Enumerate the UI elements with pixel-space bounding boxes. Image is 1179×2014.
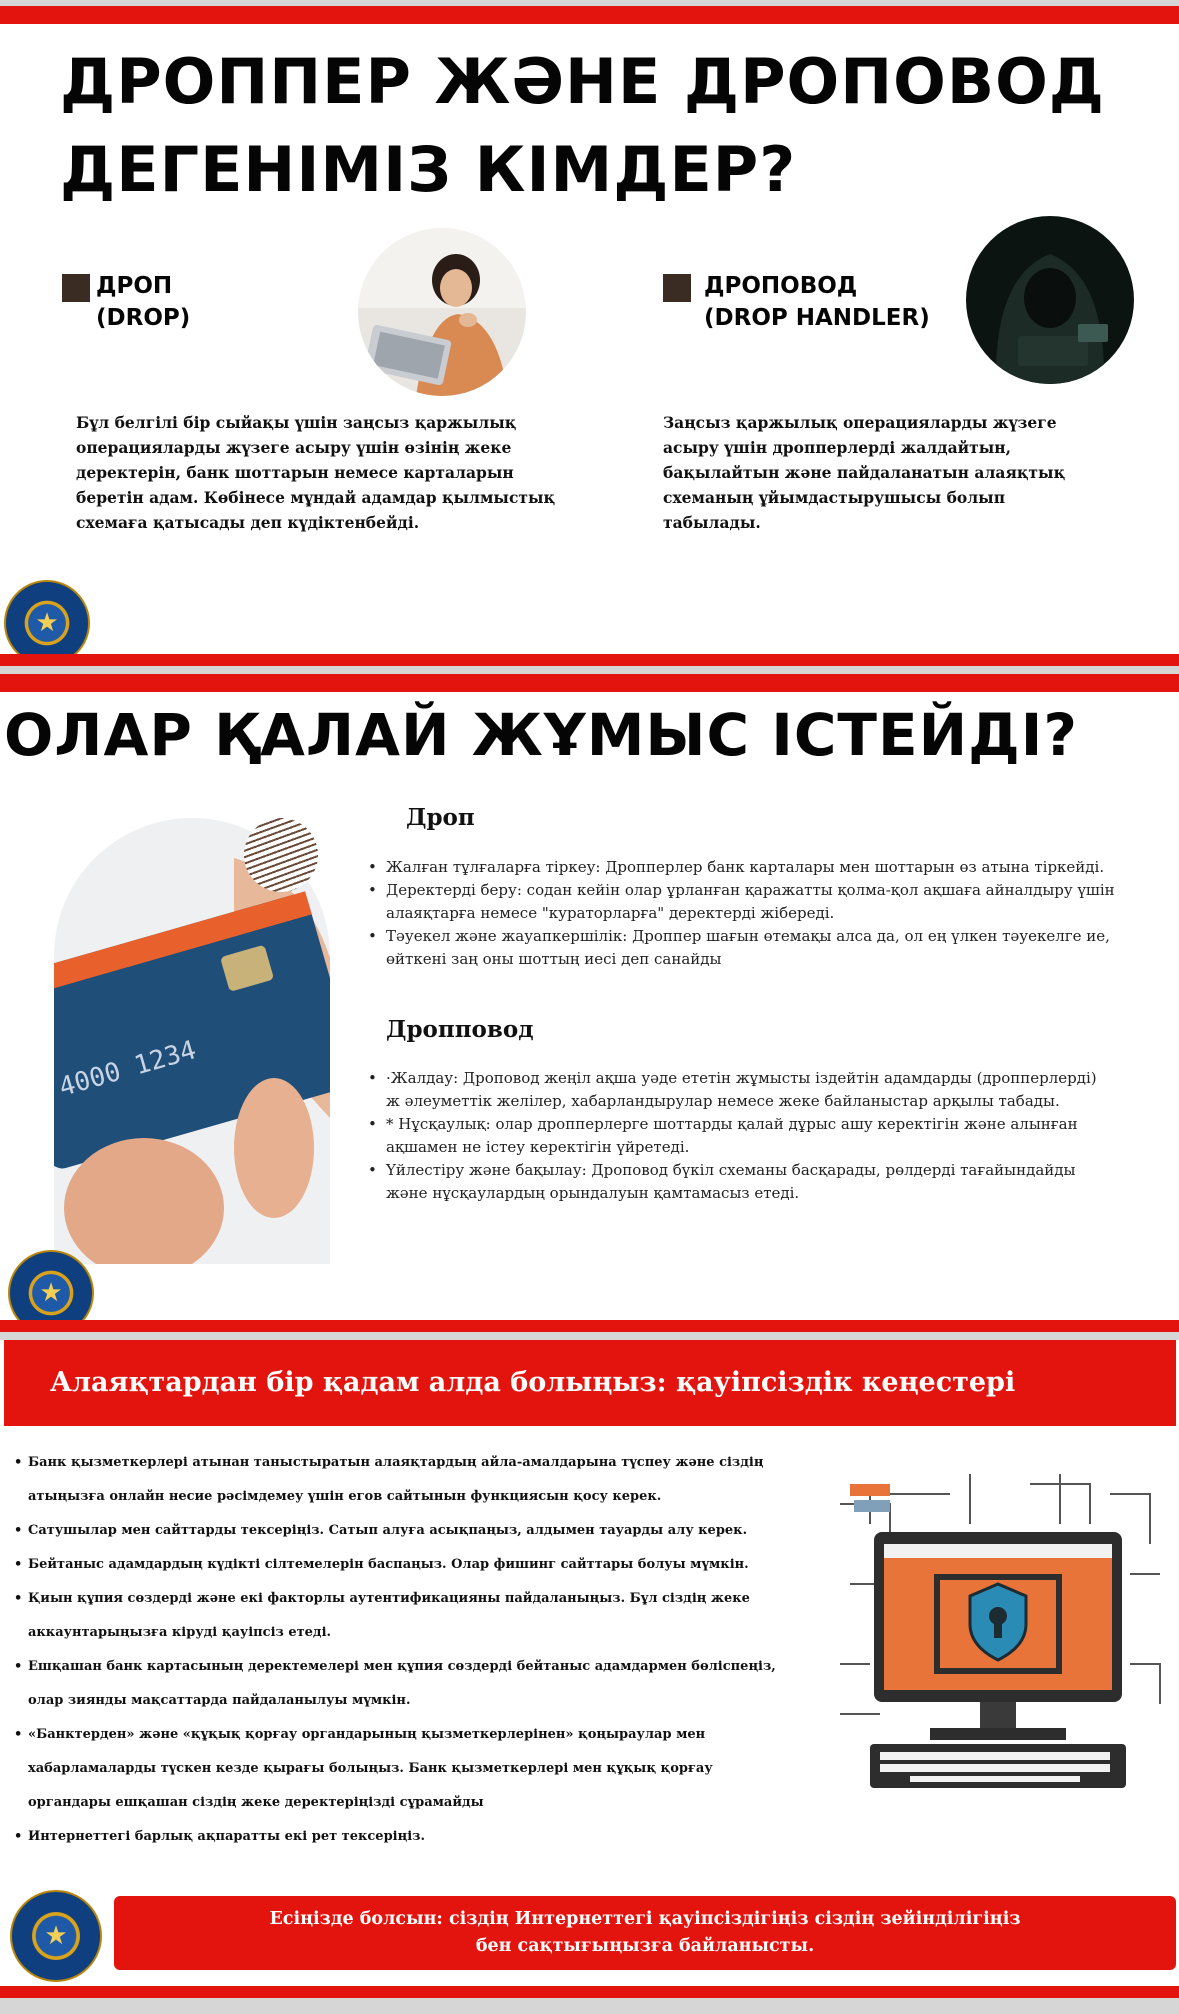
- emblem-icon: ★: [4, 580, 90, 666]
- reminder-banner: [114, 1896, 1176, 1970]
- list-item: • Жалған тұлғаларға тіркеу: Дропперлер банк карталары мен шоттарын өз атына тіркейді.: [366, 856, 1126, 879]
- handler-label-line: ДРОПОВОД: [704, 273, 858, 299]
- handler-description: Заңсыз қаржылық операцияларды жүзеге асыру үшін дропперлерді жалдайтын, бақылайтын және пайдаланатын алаяқтық схеманың ұйымдастырушысы болып табылады.: [663, 413, 1066, 532]
- slide2-bottom-bar: [0, 1320, 1179, 1332]
- list-item: • Үйлестіру және бақылау: Дроповод бүкіл схеманы басқарады, рөлдерді тағайындайды және нұсқаулардың орындалуын қамтамасыз етеді.: [366, 1159, 1106, 1205]
- list-item: • Деректерді беру: содан кейін олар ұрланған қаражатты қолма-қол ақшаға айналдыру үшін алаяқтарға немесе "кураторларға" деректерді жібереді.: [366, 879, 1126, 925]
- drop-label: [96, 270, 190, 334]
- slide1-bottom-bar: [0, 654, 1179, 666]
- slide2-top-bar: [0, 674, 1179, 692]
- square-bullet-icon: [62, 274, 90, 302]
- list-item: • Сатушылар мен сайттарды тексеріңіз. Сатып алуға асықпаңыз, алдымен тауарды алу керек.: [14, 1514, 794, 1548]
- list-item: • * Нұсқаулық: олар дропперлерге шоттарды қалай дұрыс ашу керектігін және алынған ақшамен не істеу керектігін үйретеді.: [366, 1113, 1106, 1159]
- drop-bullet-list: [366, 856, 1126, 971]
- handler-heading: Дропповод: [386, 1016, 534, 1043]
- slide-divider: [0, 1998, 1179, 2014]
- reminder-line: Есіңізде болсын: сіздің Интернеттегі қауіпсіздігіңіз сіздің зейінділігіңіз: [269, 1909, 1021, 1929]
- svg-text:4000 1234: 4000 1234: [55, 1035, 200, 1103]
- list-item: • Қиын құпия сөздерді және екі факторлы аутентификацияны пайдаланыңыз. Бұл сіздің жеке аккаунтарыңызға кіруді қауіпсіз етеді.: [14, 1582, 794, 1650]
- list-item: • ·Жалдау: Дроповод жеңіл ақша уәде ететін жұмысты іздейтін адамдарды (дропперлерді) ж әлеуметтік желілер, хабарландырулар немесе жеке байланыстар арқылы табады.: [366, 1067, 1106, 1113]
- slide1-title: [60, 38, 1140, 214]
- title-line: ДЕГЕНІМІЗ КІМДЕР?: [60, 133, 797, 206]
- decorative-circle: [244, 818, 318, 892]
- emblem-icon: ★: [10, 1890, 102, 1982]
- slide2-title: ОЛАР ҚАЛАЙ ЖҰМЫС ІСТЕЙДІ?: [4, 701, 1079, 769]
- drop-description: Бұл белгілі бір сыйақы үшін заңсыз қаржылық операцияларды жүзеге асыру үшін өзінің жеке деректерін, банк шоттарын немесе карталарын беретін адам. Көбінесе мұндай адамдар қылмыстық схемаға қатысады деп күдіктенбейді.: [76, 413, 556, 532]
- handler-label: [704, 270, 930, 334]
- slide3-bottom-bar: [0, 1986, 1179, 1998]
- title-line: ДРОППЕР ЖӘНЕ ДРОПОВОД: [60, 45, 1106, 118]
- handler-bullet-list: [366, 1067, 1106, 1205]
- emblem-icon: ★: [8, 1250, 94, 1336]
- hooded-hacker-photo: [966, 216, 1134, 384]
- slide1-top-bar: [0, 6, 1179, 24]
- safety-tips-header: Алаяқтардан бір қадам алда болыңыз: қауіпсіздік кеңестері: [4, 1340, 1176, 1426]
- list-item: • Тәуекел және жауапкершілік: Дроппер шағын өтемақы алса да, ол ең үлкен тәуекелге ие, өйткені заң оны шоттың иесі деп санайды: [366, 925, 1126, 971]
- reminder-line: бен сақтығыңызға байланысты.: [475, 1936, 815, 1956]
- safety-tips-list: [14, 1446, 794, 1854]
- slide-divider: [0, 666, 1179, 674]
- square-bullet-icon: [663, 274, 691, 302]
- security-computer-illustration: [830, 1464, 1166, 1800]
- drop-heading: Дроп: [406, 804, 475, 831]
- list-item: • Бейтаныс адамдардың күдікті сілтемелерін баспаңыз. Олар фишинг сайттары болуы мүмкін.: [14, 1548, 794, 1582]
- list-item: • Ешқашан банк картасының деректемелері мен құпия сөздерді бейтаныс адамдармен бөліспеңіз, олар зиянды мақсаттарда пайдаланылуы мүмкін.: [14, 1650, 794, 1718]
- drop-label-line: (DROP): [96, 305, 191, 331]
- list-item: • Интернеттегі барлық ақпаратты екі рет тексеріңіз.: [14, 1820, 794, 1854]
- drop-label-line: ДРОП: [96, 273, 173, 299]
- list-item: • «Банктерден» және «құқық қорғау органдарының қызметкерлерінен» қоңыраулар мен хабарламаларды түскен кезде қырағы болыңыз. Банк қызметкерлері мен құқық қорғау органдары ешқашан сіздің жеке деректеріңізді сұрамайды: [14, 1718, 794, 1820]
- list-item: • Банк қызметкерлері атынан таныстыратын алаяқтардың айла-амалдарына түспеу және сіздің атыңызға онлайн несие рәсімдемеу үшін егов сайтынын функциясын қосу керек.: [14, 1446, 794, 1514]
- handler-label-line: (DROP HANDLER): [704, 305, 930, 331]
- woman-laptop-photo: [358, 228, 526, 396]
- slide-divider: [0, 1332, 1179, 1340]
- slide-divider: [0, 0, 1179, 6]
